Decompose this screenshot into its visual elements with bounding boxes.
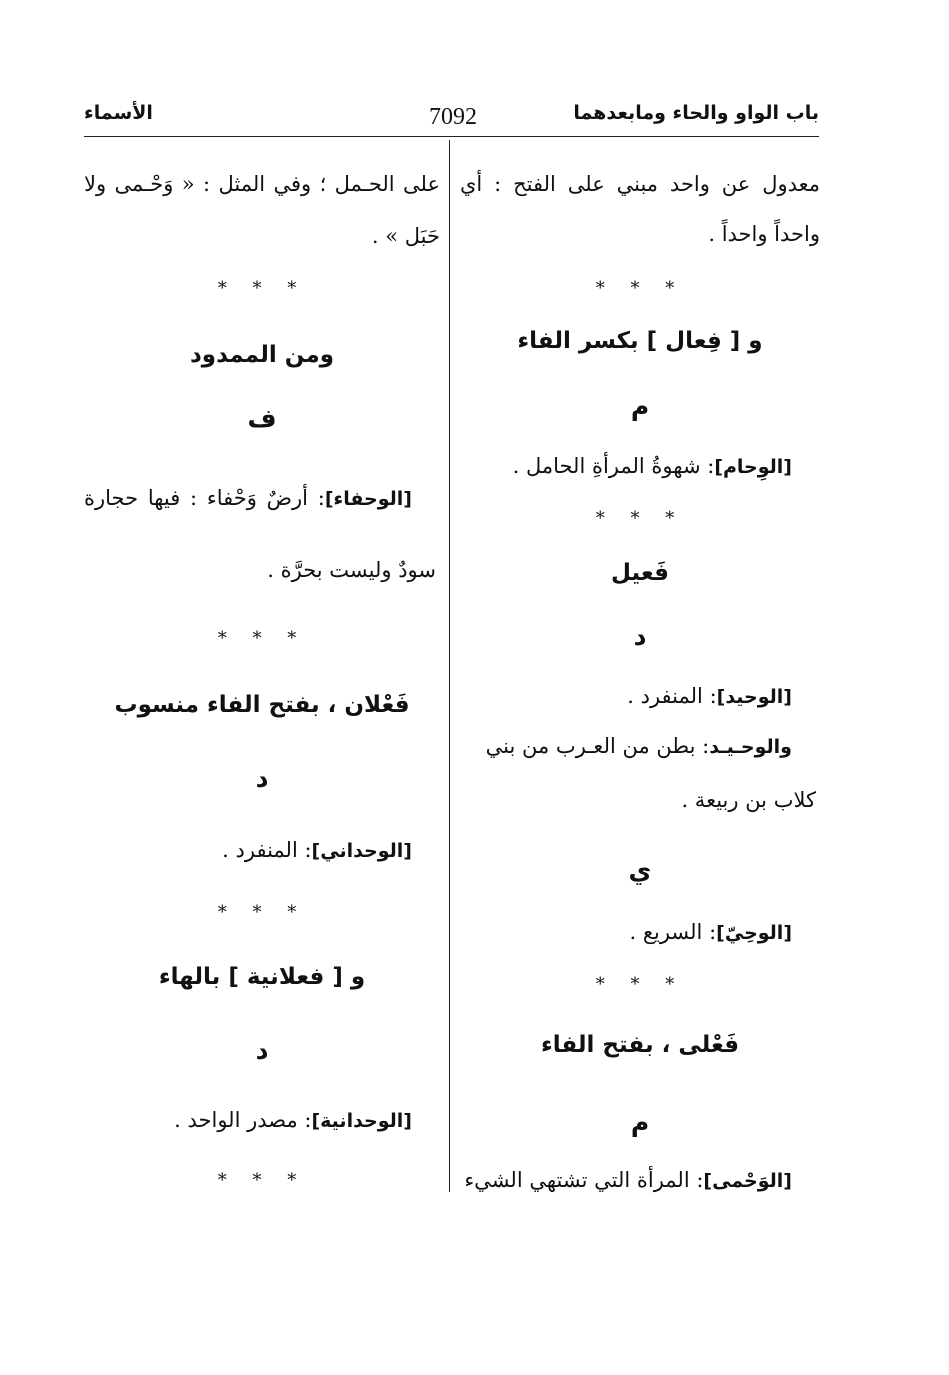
- entry-definition: : السريع .: [629, 920, 717, 944]
- root-letter: د: [255, 764, 269, 793]
- entry-term: [الوَحْمى]: [703, 1170, 792, 1192]
- dictionary-entry: [174, 1108, 412, 1132]
- root-letter: د: [633, 622, 647, 651]
- section-heading: فَعْلى ، بفتح الفاء: [540, 1032, 740, 1058]
- section-separator: * * *: [217, 278, 307, 299]
- section-heading: فَعيل: [611, 560, 669, 586]
- root-letter: ي: [628, 856, 652, 885]
- entry-definition: : المنفرد .: [222, 838, 312, 862]
- entry-definition: : المرأة التي تشتهي الشيء: [464, 1168, 704, 1192]
- column-divider: [449, 140, 450, 1192]
- entry-term: [الوحدانية]: [311, 1110, 412, 1132]
- text-line: حَبَل » .: [371, 224, 440, 248]
- section-heading: ومن الممدود: [190, 342, 334, 368]
- dictionary-entry: [513, 454, 792, 478]
- root-letter: م: [630, 392, 650, 421]
- dictionary-entry: [84, 486, 412, 510]
- section-heading: و [ فِعال ] بكسر الفاء: [517, 328, 763, 354]
- header-section-title: باب الواو والحاء ومابعدهما: [573, 102, 819, 124]
- dictionary-entry: [629, 920, 792, 944]
- entry-term: [الوحفاء]: [324, 488, 412, 510]
- entry-term: [الوحِيّ]: [716, 922, 792, 944]
- entry-term: والوحـيـد: [709, 736, 792, 758]
- dictionary-entry: [222, 838, 412, 862]
- text-line: كلاب بن ربيعة .: [681, 788, 816, 812]
- dictionary-entry: [627, 684, 792, 708]
- entry-definition: : أرضٌ وَحْفاء : فيها حجارة: [84, 486, 325, 510]
- entry-definition: : بطن من العـرب من بني: [485, 734, 710, 758]
- section-separator: * * *: [217, 628, 307, 649]
- entry-definition: : شهوةُ المرأةِ الحامل .: [512, 454, 715, 478]
- text-line: معدول عن واحد مبني على الفتح : أي: [460, 172, 820, 196]
- entry-definition: : المنفرد .: [627, 684, 717, 708]
- text-line: واحداً واحداً .: [708, 222, 820, 246]
- header-divider: [84, 136, 819, 137]
- root-letter: م: [630, 1108, 650, 1137]
- root-letter: د: [255, 1036, 269, 1065]
- page-number: 7092: [429, 104, 477, 130]
- entry-term: [الوحداني]: [311, 840, 412, 862]
- header-category: الأسماء: [84, 102, 153, 124]
- section-separator: * * *: [595, 278, 685, 299]
- section-heading: فَعْلان ، بفتح الفاء منسوب: [114, 692, 410, 718]
- page-header: [84, 98, 819, 134]
- dictionary-entry: [464, 1168, 792, 1192]
- section-separator: * * *: [217, 1170, 307, 1191]
- section-separator: * * *: [217, 902, 307, 923]
- section-separator: * * *: [595, 974, 685, 995]
- entry-definition: : مصدر الواحد .: [174, 1108, 312, 1132]
- section-heading: و [ فعلانية ] بالهاء: [158, 964, 366, 990]
- dictionary-entry: [486, 734, 792, 758]
- section-separator: * * *: [595, 508, 685, 529]
- entry-term: [الوِحام]: [714, 456, 792, 478]
- entry-term: [الوحيد]: [716, 686, 792, 708]
- text-line: سودٌ وليست بحرَّة .: [267, 558, 436, 582]
- root-letter: ف: [247, 404, 277, 433]
- text-line: على الحـمل ؛ وفي المثل : « وَحْـمى ولا: [84, 172, 440, 196]
